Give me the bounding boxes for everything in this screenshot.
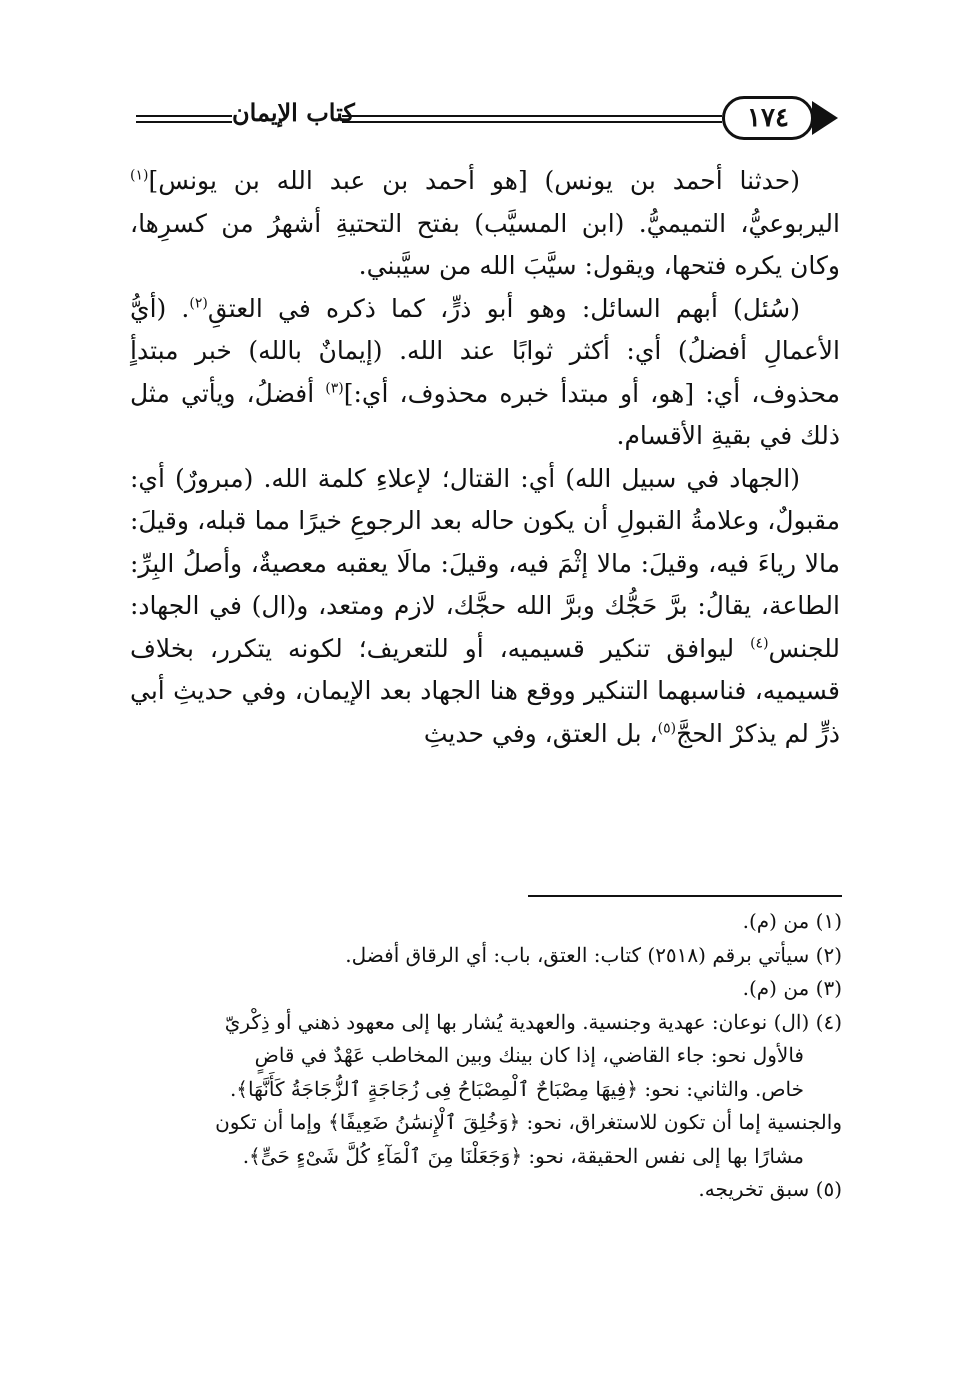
footnote-ref[interactable]: (٥) — [657, 720, 677, 737]
text-line: الإيمان، وفي حديثِ أبي ذرٍّ لم يذكرْ الحجَّ$^{(٥)}$، بل العتق، وفي حديثِ — [130, 676, 840, 748]
text-line: (سُئل) أبهم السائل: وهو أبو ذرٍّ، كما ذكره في العتقِ$^{(٢)}$. (أيُّ — [130, 293, 800, 323]
footnote-line: خاص. والثاني: نحو: ﴿فِيهَا مِصْبَاحٌ ٱلْمِصْبَاحُ فِى زُجَاجَةٍ ٱلزُّجَاجَةُ كَأَنَّهَا﴾. — [229, 1076, 804, 1101]
footnote-line: فالأول نحو: جاء القاضي، إذا كان بينك وبين المخاطب عَهْدٌ في قاضٍ — [254, 1043, 804, 1067]
footnote-ref[interactable]: (٣) — [325, 380, 344, 397]
text-line: اليربوعيُّ، التميميُّ. (ابن المسيَّب) بفتح التحتيةِ أشهرُ من كسرِها، وكان — [130, 208, 840, 280]
page-header — [128, 86, 842, 150]
text-line: (الجهاد في سبيل الله) أي: القتال؛ لإعلاءِ كلمة الله. (مبرورٌ) — [175, 463, 800, 493]
paragraph — [130, 288, 840, 458]
text-line: محذوف، أي: [هو، أو مبتدأ خبره محذوف، أي:]$^{(٣)}$ أفضلُ، ويأتي — [181, 378, 840, 408]
text-line: يتكرر، بخلاف قسيميه، فناسبهما التنكير ووقع هنا الجهاد بعد — [130, 633, 840, 705]
arrow-ornament-icon — [812, 101, 838, 135]
header-rule-left — [136, 115, 232, 123]
footnotes — [130, 905, 842, 1207]
paragraph — [130, 458, 840, 756]
text-line: وقيلَ: مالا رياءَ فيه، وقيلَ: مالا إثْمَ فيه، وقيلَ: مالَا يعقبه معصيةٌ، — [130, 506, 840, 578]
text-line: الأعمالِ أفضلُ) أي: أكثر ثوابًا عند الله. (إيمانٌ بالله) خبر مبتدأٍ — [130, 336, 840, 365]
footnote-line: والجنسية إما أن تكون للاستغراق، نحو: ﴿وَخُلِقَ ٱلْإِنسَٰنُ ضَعِيفًا﴾ وإما أن تكون — [215, 1110, 842, 1134]
text-line: وأصلُ البِرِّ: الطاعة، يقالُ: برَّ حَجُّك وبرَّ الله حجَّك، لازم ومتعد، — [130, 548, 840, 620]
footnote-line: مشارًا بها إلى نفس الحقيقة، نحو: ﴿وَجَعَلْنَا مِنَ ٱلْمَآءِ كُلَّ شَىْءٍ حَىٍّ﴾. — [242, 1143, 804, 1168]
footnote: (٥) سبق تخريجه. — [698, 1177, 842, 1201]
text-line: و(ال) في الجهاد: للجنس$^{(٤)}$ ليوافق تنكير قسيميه، أو للتعريف؛ لكونه — [130, 591, 840, 663]
footnote: (٢) سيأتي برقم (٢٥١٨) كتاب: العتق، باب: أي الرقاق أفضل. — [345, 942, 842, 967]
footnote: (١) من (م). — [742, 909, 842, 933]
footnote-ref[interactable]: (٤) — [750, 635, 769, 652]
footnote-ref[interactable]: (٢) — [189, 295, 208, 312]
header-rule-middle — [342, 115, 722, 123]
footnote-separator — [528, 895, 842, 897]
text-line: أي: مقبولٌ، وعلامةُ القبولِ أن يكون حاله بعد الرجوعِ خيرًا مما قبله، — [130, 463, 840, 535]
book-title: كتاب الإيمان — [232, 98, 355, 127]
footnote-ref[interactable]: (١) — [130, 167, 149, 184]
text-line: يكره فتحها، ويقول: سيَّبَ الله من سيَّبني. — [358, 251, 783, 280]
footnote: (٤) (ال) نوعان: عهدية وجنسية. والعهدية يُشار بها إلى معهود ذهني أو ذِكْريّ — [224, 1009, 842, 1034]
main-text — [130, 160, 840, 755]
paragraph — [130, 160, 840, 288]
text-line: مثل ذلك في بقيةِ الأقسام. — [130, 378, 840, 450]
text-line: (حدثنا أحمد بن يونس) [هو أحمد بن عبد الله بن يونس]$^{(١)}$ — [130, 166, 800, 195]
page-number: ١٧٤ — [722, 96, 814, 140]
footnote: (٣) من (م). — [742, 976, 842, 1000]
